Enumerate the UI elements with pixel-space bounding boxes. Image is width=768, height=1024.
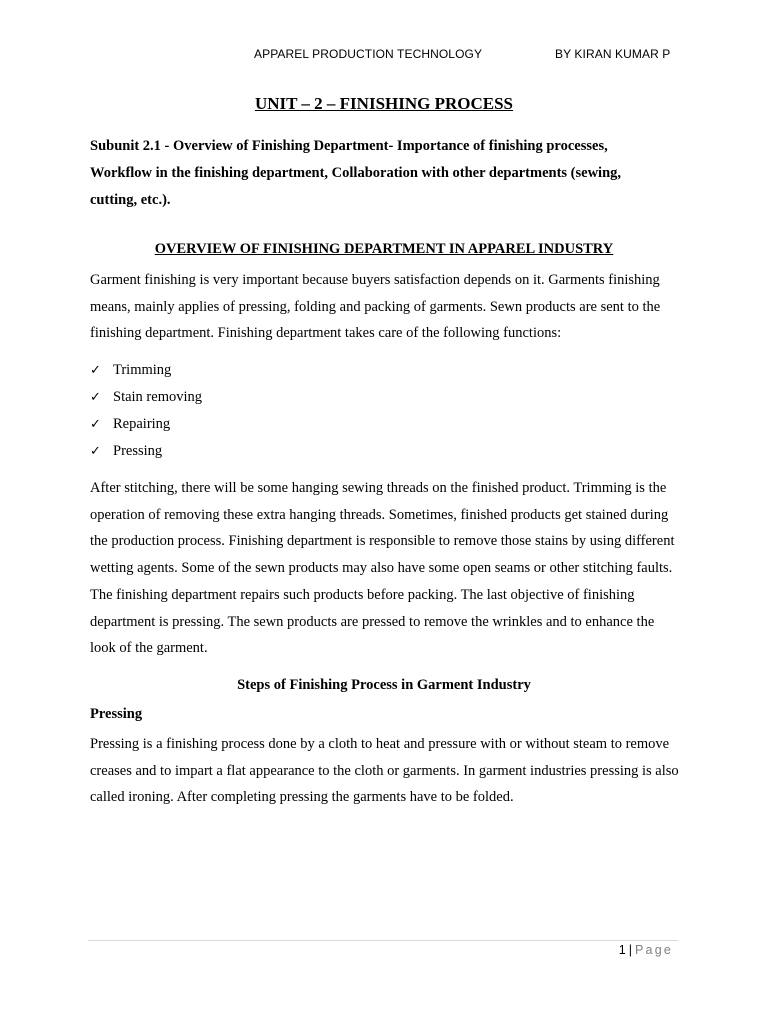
footer-separator: |	[628, 943, 632, 957]
subunit-description: Subunit 2.1 - Overview of Finishing Department- Importance of finishing processes, Workflow in the finishing department, Collaboration with other departments (sewing, cutting, etc.).	[90, 138, 622, 208]
checklist-item	[90, 384, 202, 411]
unit-title-text: UNIT – 2 – FINISHING PROCESS	[254, 94, 514, 113]
checklist-item-label: Trimming	[113, 362, 172, 378]
checklist-item-label: Pressing	[113, 443, 163, 459]
header-course-title: APPAREL PRODUCTION TECHNOLOGY	[254, 47, 483, 61]
intro-paragraph: Garment finishing is very important because buyers satisfaction depends on it. Garments finishing means, mainly applies of pressing, folding and packing of garments. Sewn products are sent to the finishing department. Finishing department takes care of the following functions:	[90, 272, 661, 342]
checkmark-icon: ✓	[90, 390, 101, 405]
page-footer	[619, 943, 673, 957]
checkmark-icon: ✓	[90, 417, 101, 432]
trimming-paragraph: After stitching, there will be some hanging sewing threads on the finished product. Trimming is the operation of removing these extra hanging threads. Sometimes, finished products get stained during the production process. Finishing department is responsible to remove those stains by using different wetting agents. Some of the sewn products may also have some open seams or other stitching faults. The finishing department repairs such products before packing. The last objective of finishing department is pressing. The sewn products are pressed to remove the wrinkles and to enhance the look of the garment.	[90, 480, 675, 657]
page-number: 1	[618, 943, 626, 957]
checklist-item-label: Stain removing	[113, 389, 203, 405]
footer-divider	[88, 940, 678, 941]
checkmark-icon: ✓	[90, 444, 101, 459]
steps-heading: Steps of Finishing Process in Garment Industry	[237, 677, 531, 693]
checklist-item	[90, 357, 202, 384]
checklist-item-label: Repairing	[113, 416, 171, 432]
checklist-item	[90, 411, 202, 438]
header-author: BY KIRAN KUMAR P	[555, 47, 671, 61]
pressing-paragraph: Pressing is a finishing process done by a cloth to heat and pressure with or without steam to remove creases and to impart a flat appearance to the cloth or garments. In garment industries pressing is also called ironing. After completing pressing the garments have to be folded.	[90, 736, 679, 806]
unit-title	[0, 94, 768, 114]
pressing-heading: Pressing	[90, 706, 143, 722]
page-label: Page	[635, 943, 673, 957]
functions-checklist	[90, 357, 202, 465]
checklist-item	[90, 438, 202, 465]
checkmark-icon: ✓	[90, 363, 101, 378]
section-title: OVERVIEW OF FINISHING DEPARTMENT IN APPAREL INDUSTRY	[154, 241, 614, 257]
